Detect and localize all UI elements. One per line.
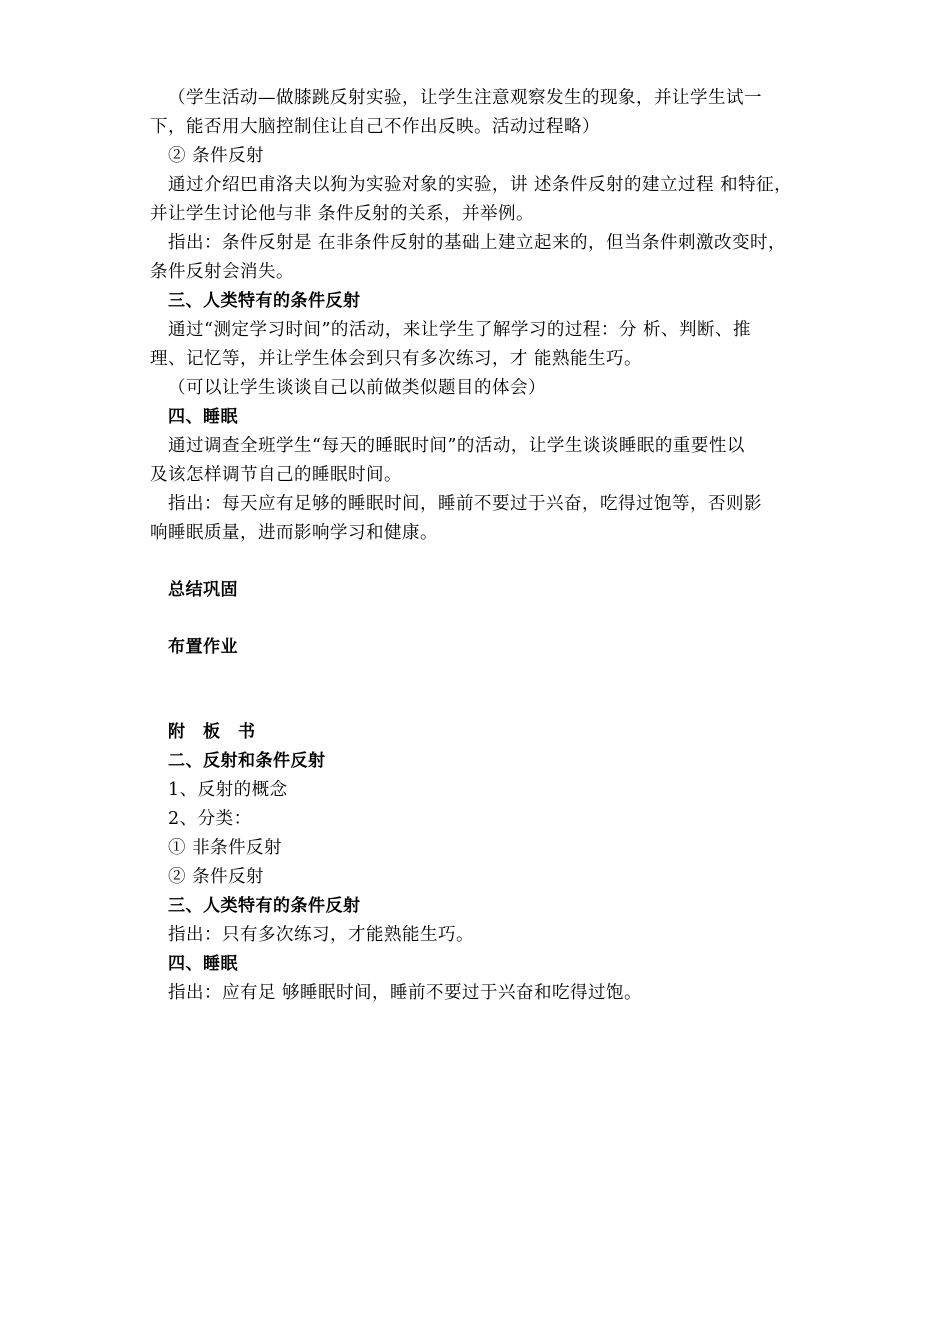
board-item-2: 2、分类：: [168, 809, 252, 829]
experience-note: （可以让学生谈谈自己以前做类似题目的体会）: [168, 378, 546, 398]
sleep-line-2: 及该怎样调节自己的睡眠时间。: [150, 465, 402, 485]
summary-heading: 总结巩固: [168, 580, 238, 600]
study-line-1: 通过“测定学习时间”的活动，来让学生了解学习的过程：分 析、判断、推: [168, 320, 751, 340]
activity-note: [150, 84, 832, 142]
pavlov-line-1: 通过介绍巴甫洛夫以狗为实验对象的实验，讲 述条件反射的建立过程 和特征，: [168, 175, 793, 195]
board-section-3-heading: 三、人类特有的条件反射: [168, 896, 361, 916]
point-1-line-1: 指出：条件反射是 在非条件反射的基础上建立起来的，但当条件刺激改变时，: [168, 233, 787, 253]
homework-heading: 布置作业: [168, 637, 238, 657]
section-3-heading: 三、人类特有的条件反射: [168, 291, 361, 311]
board-item-2b: ② 条件反射: [168, 867, 265, 887]
board-section-2-heading: 二、反射和条件反射: [168, 751, 326, 771]
point-2-line-1: 指出：每天应有足够的睡眠时间，睡前不要过于兴奋，吃得过饱等，否则影: [168, 494, 762, 514]
document-page: [150, 84, 832, 1008]
board-section-3-point: 指出：只有多次练习，才能熟能生巧。: [168, 925, 474, 945]
board-item-2a: ① 非条件反射: [168, 838, 283, 858]
sleep-paragraph: [150, 432, 832, 490]
pavlov-paragraph: [150, 171, 832, 229]
board-section-4-point: 指出：应有足 够睡眠时间，睡前不要过于兴奋和吃得过饱。: [168, 983, 643, 1003]
blackboard-outline: [168, 718, 832, 1008]
board-item-1: 1、反射的概念: [168, 780, 288, 800]
activity-note-line-1: （学生活动—做膝跳反射实验，让学生注意观察发生的现象，并让学生试一: [168, 88, 762, 108]
board-section-4-heading: 四、睡眠: [168, 954, 238, 974]
point-paragraph-2: [150, 490, 832, 548]
point-paragraph-1: [150, 229, 832, 287]
study-paragraph: [150, 316, 832, 374]
study-line-2: 理、记忆等，并让学生体会到只有多次练习，才 能熟能生巧。: [150, 349, 643, 369]
sleep-line-1: 通过调查全班学生“每天的睡眠时间”的活动，让学生谈谈睡眠的重要性以: [168, 436, 745, 456]
conditioned-reflex-heading: ② 条件反射: [168, 146, 265, 166]
activity-note-line-2: 下，能否用大脑控制住让自己不作出反映。活动过程略）: [150, 117, 600, 137]
section-4-heading: 四、睡眠: [168, 407, 238, 427]
point-1-line-2: 条件反射会消失。: [150, 262, 294, 282]
pavlov-line-2: 并让学生讨论他与非 条件反射的关系，并举例。: [150, 204, 535, 224]
board-title: 附 板 书: [168, 722, 256, 742]
point-2-line-2: 响睡眠质量，进而影响学习和健康。: [150, 523, 438, 543]
